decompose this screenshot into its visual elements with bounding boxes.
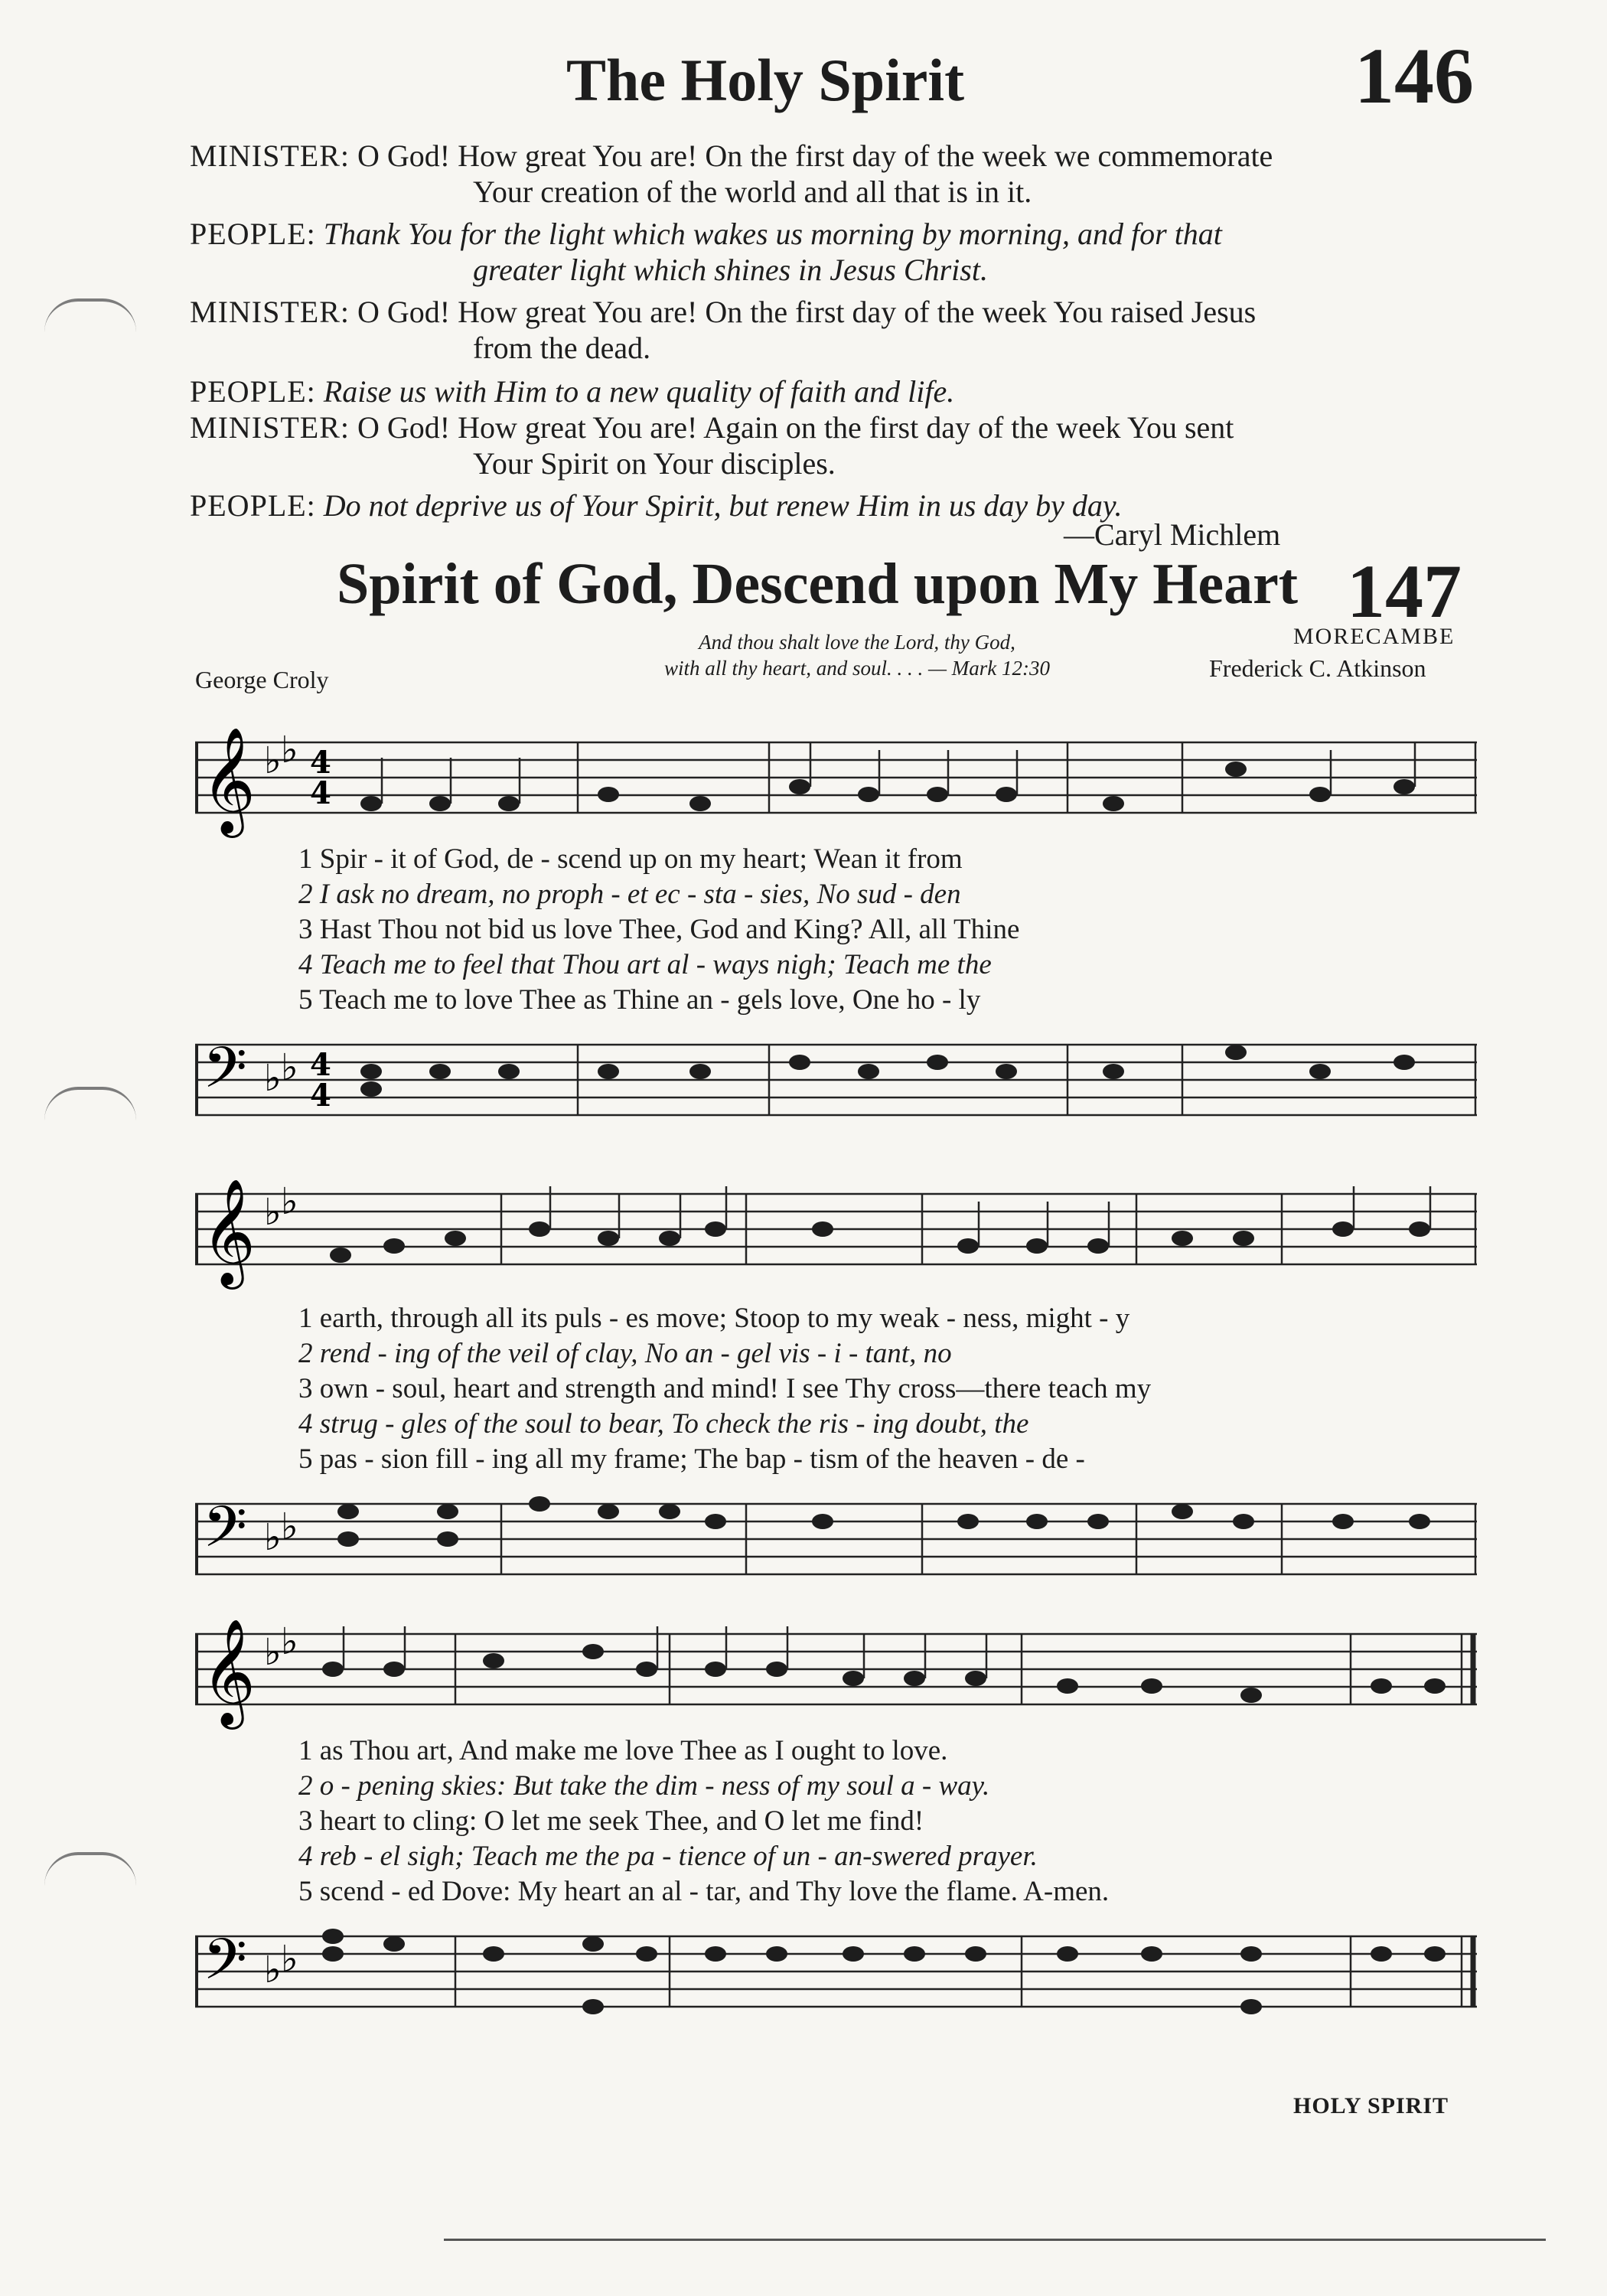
note-heads xyxy=(322,1644,1446,1703)
verse-line: 5 Teach me to love Thee as Thine an - gels love, One ho - ly xyxy=(298,984,981,1016)
scripture-reference xyxy=(605,629,1110,681)
verse-line: 3 heart to cling: O let me seek Thee, and O let me find! xyxy=(298,1805,924,1837)
litany-line xyxy=(190,409,1475,481)
composer: Frederick C. Atkinson xyxy=(1209,654,1426,682)
scripture-line: And thou shalt love the Lord, thy God, xyxy=(699,631,1015,654)
flat-icon: ♭ xyxy=(264,1949,282,1991)
litany-text: O God! How great You are! On the first day of the week You raised Jesus xyxy=(357,295,1257,329)
flat-icon: ♭ xyxy=(281,1620,298,1663)
flat-icon: ♭ xyxy=(281,1938,298,1981)
flat-icon: ♭ xyxy=(264,1631,282,1674)
section-title: The Holy Spirit xyxy=(566,47,965,113)
verse-line: 3 Hast Thou not bid us love Thee, God and King? All, all Thine xyxy=(298,914,1020,945)
verse-line: 4 reb - el sigh; Teach me the pa - tience of un - an-swered prayer. xyxy=(298,1841,1038,1872)
tune-name: MORECAMBE xyxy=(1293,624,1455,649)
time-signature: 4 xyxy=(310,775,331,811)
litany-continuation: greater light which shines in Jesus Christ. xyxy=(473,253,988,287)
speaker-label: PEOPLE: xyxy=(190,374,316,409)
footer-section-label: HOLY SPIRIT xyxy=(1293,2093,1449,2118)
flat-icon: ♭ xyxy=(264,1057,282,1100)
flat-icon: ♭ xyxy=(281,1180,298,1223)
treble-clef-icon: 𝄞 xyxy=(201,1619,256,1725)
litany-attribution: —Caryl Michlem xyxy=(1064,517,1281,552)
hymn-number: 147 xyxy=(1347,549,1462,634)
flat-icon: ♭ xyxy=(281,1505,298,1548)
time-signature: 4 xyxy=(310,1078,331,1114)
litany-text: Raise us with Him to a new quality of faith and life. xyxy=(323,374,955,409)
flat-icon: ♭ xyxy=(281,729,298,771)
litany-text: O God! How great You are! On the first day of the week we commemorate xyxy=(357,139,1273,173)
flat-icon: ♭ xyxy=(264,739,282,782)
litany-continuation: Your creation of the world and all that is in it. xyxy=(473,174,1032,209)
treble-staff xyxy=(195,1619,1477,1733)
note-heads xyxy=(330,1221,1430,1263)
speaker-label: PEOPLE: xyxy=(190,488,316,523)
verse-block xyxy=(298,842,1019,1018)
bass-clef-icon: 𝄢 xyxy=(203,1035,247,1115)
bottom-rule xyxy=(444,2239,1546,2241)
bass-clef-icon: 𝄢 xyxy=(203,1494,247,1574)
litany-line xyxy=(190,216,1475,288)
speaker-label: PEOPLE: xyxy=(190,217,316,251)
note-heads xyxy=(360,762,1415,811)
bass-staff xyxy=(195,1489,1477,1603)
speaker-label: MINISTER: xyxy=(190,410,350,445)
scripture-line: with all thy heart, and soul. . . . — Mark 12:30 xyxy=(664,657,1050,680)
flat-icon: ♭ xyxy=(264,1191,282,1234)
verse-block xyxy=(298,1301,1151,1477)
speaker-label: MINISTER: xyxy=(190,295,350,329)
litany-line xyxy=(190,294,1475,366)
litany-line xyxy=(190,488,1475,523)
litany-text: O God! How great You are! Again on the first day of the week You sent xyxy=(357,410,1234,445)
litany-text: Thank You for the light which wakes us morning by morning, and for that xyxy=(323,217,1222,251)
bass-staff xyxy=(195,1921,1477,2036)
verse-line: 2 I ask no dream, no proph - et ec - sta - sies, No sud - den xyxy=(298,879,961,910)
verse-line: 4 Teach me to feel that Thou art al - ways nigh; Teach me the xyxy=(298,949,992,980)
verse-line: 5 scend - ed Dove: My heart an al - tar, and Thy love the flame. A-men. xyxy=(298,1876,1110,1907)
verse-line: 3 own - soul, heart and strength and mind! I see Thy cross—there teach my xyxy=(298,1373,1152,1404)
litany-line xyxy=(190,373,1475,409)
litany-continuation: from the dead. xyxy=(473,331,651,365)
verse-block xyxy=(298,1733,1109,1910)
bass-staff xyxy=(195,1029,1477,1144)
verse-line: 4 strug - gles of the soul to bear, To check the ris - ing doubt, the xyxy=(298,1408,1029,1440)
treble-clef-icon: 𝄞 xyxy=(201,727,256,833)
flat-icon: ♭ xyxy=(281,1046,298,1089)
time-signature: 4 xyxy=(310,745,331,781)
verse-line: 2 rend - ing of the veil of clay, No an - gel vis - i - tant, no xyxy=(298,1338,952,1369)
verse-line: 1 Spir - it of God, de - scend up on my heart; Wean it from xyxy=(298,843,963,875)
verse-line: 1 earth, through all its puls - es move; Stoop to my weak - ness, might - y xyxy=(298,1303,1130,1334)
hymn-title: Spirit of God, Descend upon My Heart xyxy=(337,552,1299,616)
treble-staff xyxy=(195,727,1477,842)
page-number: 146 xyxy=(1354,32,1474,120)
time-signature: 4 xyxy=(310,1047,331,1083)
verse-line: 5 pas - sion fill - ing all my frame; The bap - tism of the heaven - de - xyxy=(298,1443,1085,1475)
verse-line: 1 as Thou art, And make me love Thee as I ought to love. xyxy=(298,1735,948,1766)
litany-line xyxy=(190,138,1475,210)
author: George Croly xyxy=(195,666,329,693)
treble-clef-icon: 𝄞 xyxy=(201,1179,256,1285)
treble-staff xyxy=(195,1179,1477,1293)
speaker-label: MINISTER: xyxy=(190,139,350,173)
verse-line: 2 o - pening skies: But take the dim - ness of my soul a - way. xyxy=(298,1770,990,1802)
litany-continuation: Your Spirit on Your disciples. xyxy=(473,446,836,481)
flat-icon: ♭ xyxy=(264,1516,282,1559)
note-heads xyxy=(360,1045,1415,1097)
bass-clef-icon: 𝄢 xyxy=(203,1926,247,2007)
litany-text: Do not deprive us of Your Spirit, but renew Him in us day by day. xyxy=(323,488,1123,523)
